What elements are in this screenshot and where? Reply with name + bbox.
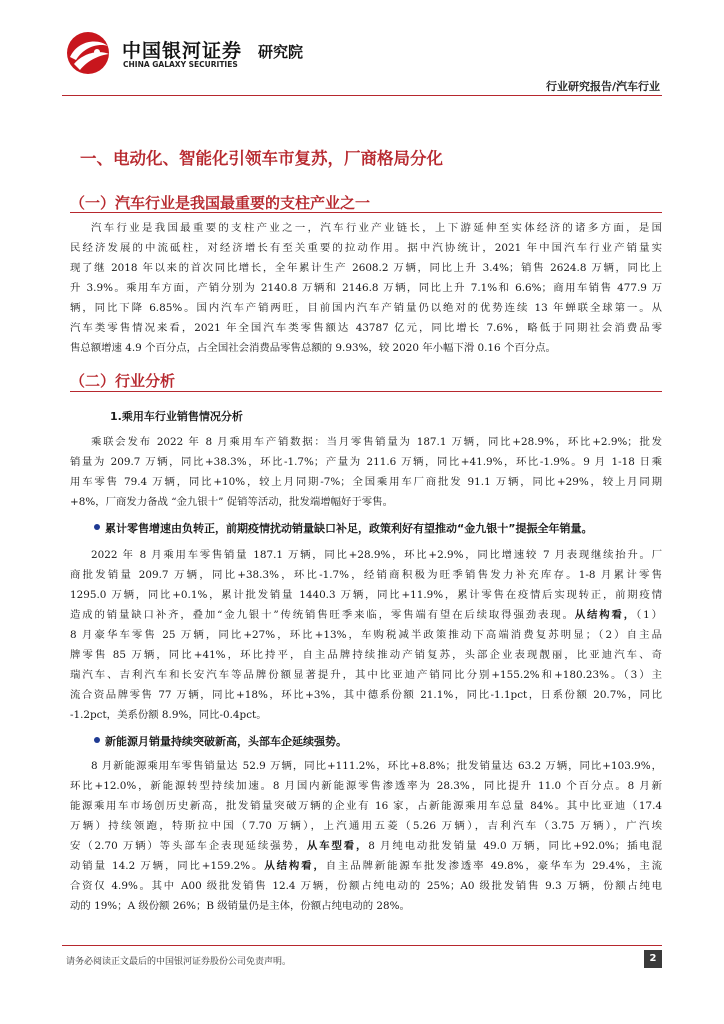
text-line: 汽车类零售情况来看，2021 年全国汽车类零售额达 43787 亿元，同比增长 7.6%，略低于同期社会消费品零 xyxy=(70,322,662,334)
text-line: 能源乘用车市场创历史新高，批发销量突破万辆的企业有 16 家，占新能源乘用车总量 84%。其中比亚迪（17.4 xyxy=(70,800,662,812)
text-line: 1295.0 万辆，同比+0.1%，累计批发销量 1440.3 万辆，同比+11.9%，累计零售在疫情后实现转正，前期疫情 xyxy=(70,589,662,601)
bullet-text: 新能源月销量持续突破新高，头部车企延续强势。 xyxy=(105,735,347,748)
text-line: 8 月豪华车零售 25 万辆，同比+27%，环比+13%，车购税减半政策推动下高端消费复苏明显；（2）自主品 xyxy=(70,629,662,641)
subsection-title-1: （一）汽车行业是我国最重要的支柱产业之一 xyxy=(70,194,371,212)
text-line xyxy=(70,856,662,876)
text-line: 8 月新能源乘用车零售销量达 52.9 万辆，同比+111.2%，环比+8.8%；批发销量达 63.2 万辆，同比+103.9%， xyxy=(91,760,662,772)
bullet-text: 累计零售增速由负转正，前期疫情扰动销量缺口补足，政策利好有望推动“金九银十”提振全年销量。 xyxy=(105,522,593,535)
paragraph-cpca-data xyxy=(70,432,662,512)
footer-divider xyxy=(62,945,662,946)
text-line: 动的 19%；A 级份额 26%；B 级销量仍是主体，份额占纯电动的 28%。 xyxy=(70,900,410,912)
text-segment: 8 月纯电动批发销量 49.0 万辆，同比+92.0%；插电混 xyxy=(368,840,662,852)
text-segment: 安（2.70 万辆）等头部车企表现延续强势， xyxy=(70,840,307,852)
bullet-heading-nev xyxy=(94,733,662,749)
section-title: 一、电动化、智能化引领车市复苏，厂商格局分化 xyxy=(80,149,443,168)
bold-phrase: 从结构看， xyxy=(574,609,637,621)
text-line: 瑞汽车、吉利汽车和长安汽车等品牌份额显著提升，其中比亚迪产销同比分别+155.2%和+180.23%。（3）主 xyxy=(70,669,662,681)
text-segment: 造成的销量缺口补齐，叠加“金九银十”传统销售旺季来临，零售端有望在后续取得强劲表现。 xyxy=(70,609,575,621)
brand-name-cn: 中国银河证券 xyxy=(122,40,243,62)
galaxy-logo-icon xyxy=(62,30,114,76)
text-line: 用车零售 79.4 万辆，同比+10%，较上月同期-7%；全国乘用车厂商批发 91.1 万辆，同比+29%，较上月同期 xyxy=(70,476,662,488)
text-line: 商批发销量 209.7 万辆，同比+38.3%，环比-1.7%，经销商积极为旺季销售发力补充库存。1-8 月累计零售 xyxy=(70,569,662,581)
text-line xyxy=(70,836,662,856)
text-line: 万辆）持续领跑，特斯拉中国（7.70 万辆），上汽通用五菱（5.26 万辆），吉利汽车（3.75 万辆），广汽埃 xyxy=(70,820,662,832)
text-line: 2022 年 8 月乘用车零售销量 187.1 万辆，同比+28.9%，环比+2.9%，同比增速较 7 月表现继续抬升。厂 xyxy=(91,549,662,561)
text-line: 牌零售 85 万辆，同比+41%，环比持平，自主品牌持续推动产销复苏，头部企业表现靓丽，比亚迪汽车、奇 xyxy=(70,649,662,661)
text-line: 汽车行业是我国最重要的支柱产业之一，汽车行业产业链长，上下游延伸至实体经济的诸多方面，是国 xyxy=(91,222,662,234)
bullet-heading-retail xyxy=(94,520,662,536)
subsection-divider-2 xyxy=(70,391,662,392)
text-line: 环比+12.0%，新能源转型持续加速。8 月国内新能源零售渗透率为 28.3%，同比提升 11.0 个百分点。8 月新 xyxy=(70,780,662,792)
text-line: 辆，同比下降 6.85%。国内汽车产销两旺，目前国内汽车产销量仍以绝对的优势连续 13 年蝉联全球第一。从 xyxy=(70,302,662,314)
report-category: 行业研究报告/汽车行业 xyxy=(545,80,660,93)
text-line: -1.2pct，美系份额 8.9%，同比-0.4pct。 xyxy=(70,709,267,721)
text-line: 民经济发展的中流砥柱，对经济增长有至关重要的拉动作用。据中汽协统计，2021 年中国汽车行业产销量实 xyxy=(70,242,662,254)
heading-passenger-car-sales: 1.乘用车行业销售情况分析 xyxy=(110,410,243,423)
bullet-dot-icon xyxy=(94,524,100,530)
footer-disclaimer: 请务必阅读正文最后的中国银河证券股份公司免责声明。 xyxy=(66,957,292,967)
text-segment: （1） xyxy=(636,609,662,621)
text-line: 合资仅 4.9%。其中 A00 级批发销售 12.4 万辆，份额占纯电动的 25%；A0 级批发销售 9.3 万辆，份额占纯电 xyxy=(70,880,662,892)
subsection-divider-1 xyxy=(70,212,662,213)
text-line: 乘联会发布 2022 年 8 月乘用车产销数据：当月零售销量为 187.1 万辆，同比+28.9%，环比+2.9%；批发 xyxy=(91,436,662,448)
header-divider xyxy=(62,95,662,96)
paragraph-nev-analysis xyxy=(70,756,662,916)
subsection-title-2: （二）行业分析 xyxy=(70,372,176,390)
bullet-dot-icon xyxy=(94,737,100,743)
text-line: 升 3.9%。乘用车方面，产销分别为 2140.8 万辆和 2146.8 万辆，同比上升 7.1%和 6.6%；商用车销售 477.9 万 xyxy=(70,282,662,294)
institute-label: 研究院 xyxy=(258,43,304,61)
text-line: 销量为 209.7 万辆，同比+38.3%，环比-1.7%；产量为 211.6 万辆，同比+41.9%，环比-1.9%。9 月 1-18 日乘 xyxy=(70,456,662,468)
text-line: 售总额增速 4.9 个百分点，占全国社会消费品零售总额的 9.93%，较 2020 年小幅下滑 0.16 个百分点。 xyxy=(70,342,556,354)
bold-phrase: 从车型看， xyxy=(306,840,369,852)
bold-phrase: 从结构看， xyxy=(264,860,326,872)
paragraph-retail-analysis xyxy=(70,545,662,725)
page-number: 2 xyxy=(644,950,662,968)
text-line xyxy=(70,605,662,625)
text-segment: 动销量 14.2 万辆，同比+159.2%。 xyxy=(70,860,265,872)
text-line: +8%，厂商发力备战 “金九银十” 促销等活动，批发端增幅好于零售。 xyxy=(70,496,393,508)
brand-name-en: CHINA GALAXY SECURITIES xyxy=(123,60,238,69)
text-line: 现了继 2018 年以来的首次同比增长，全年累计生产 2608.2 万辆，同比上升 3.4%；销售 2624.8 万辆，同比上 xyxy=(70,262,662,274)
text-line: 流合资品牌零售 77 万辆，同比+18%，环比+3%，其中德系份额 21.1%，同比-1.1pct，日系份额 20.7%，同比 xyxy=(70,689,662,701)
paragraph-industry-overview xyxy=(70,218,662,358)
text-segment: 自主品牌新能源车批发渗透率 49.8%，豪华车为 29.4%，主流 xyxy=(325,860,662,872)
